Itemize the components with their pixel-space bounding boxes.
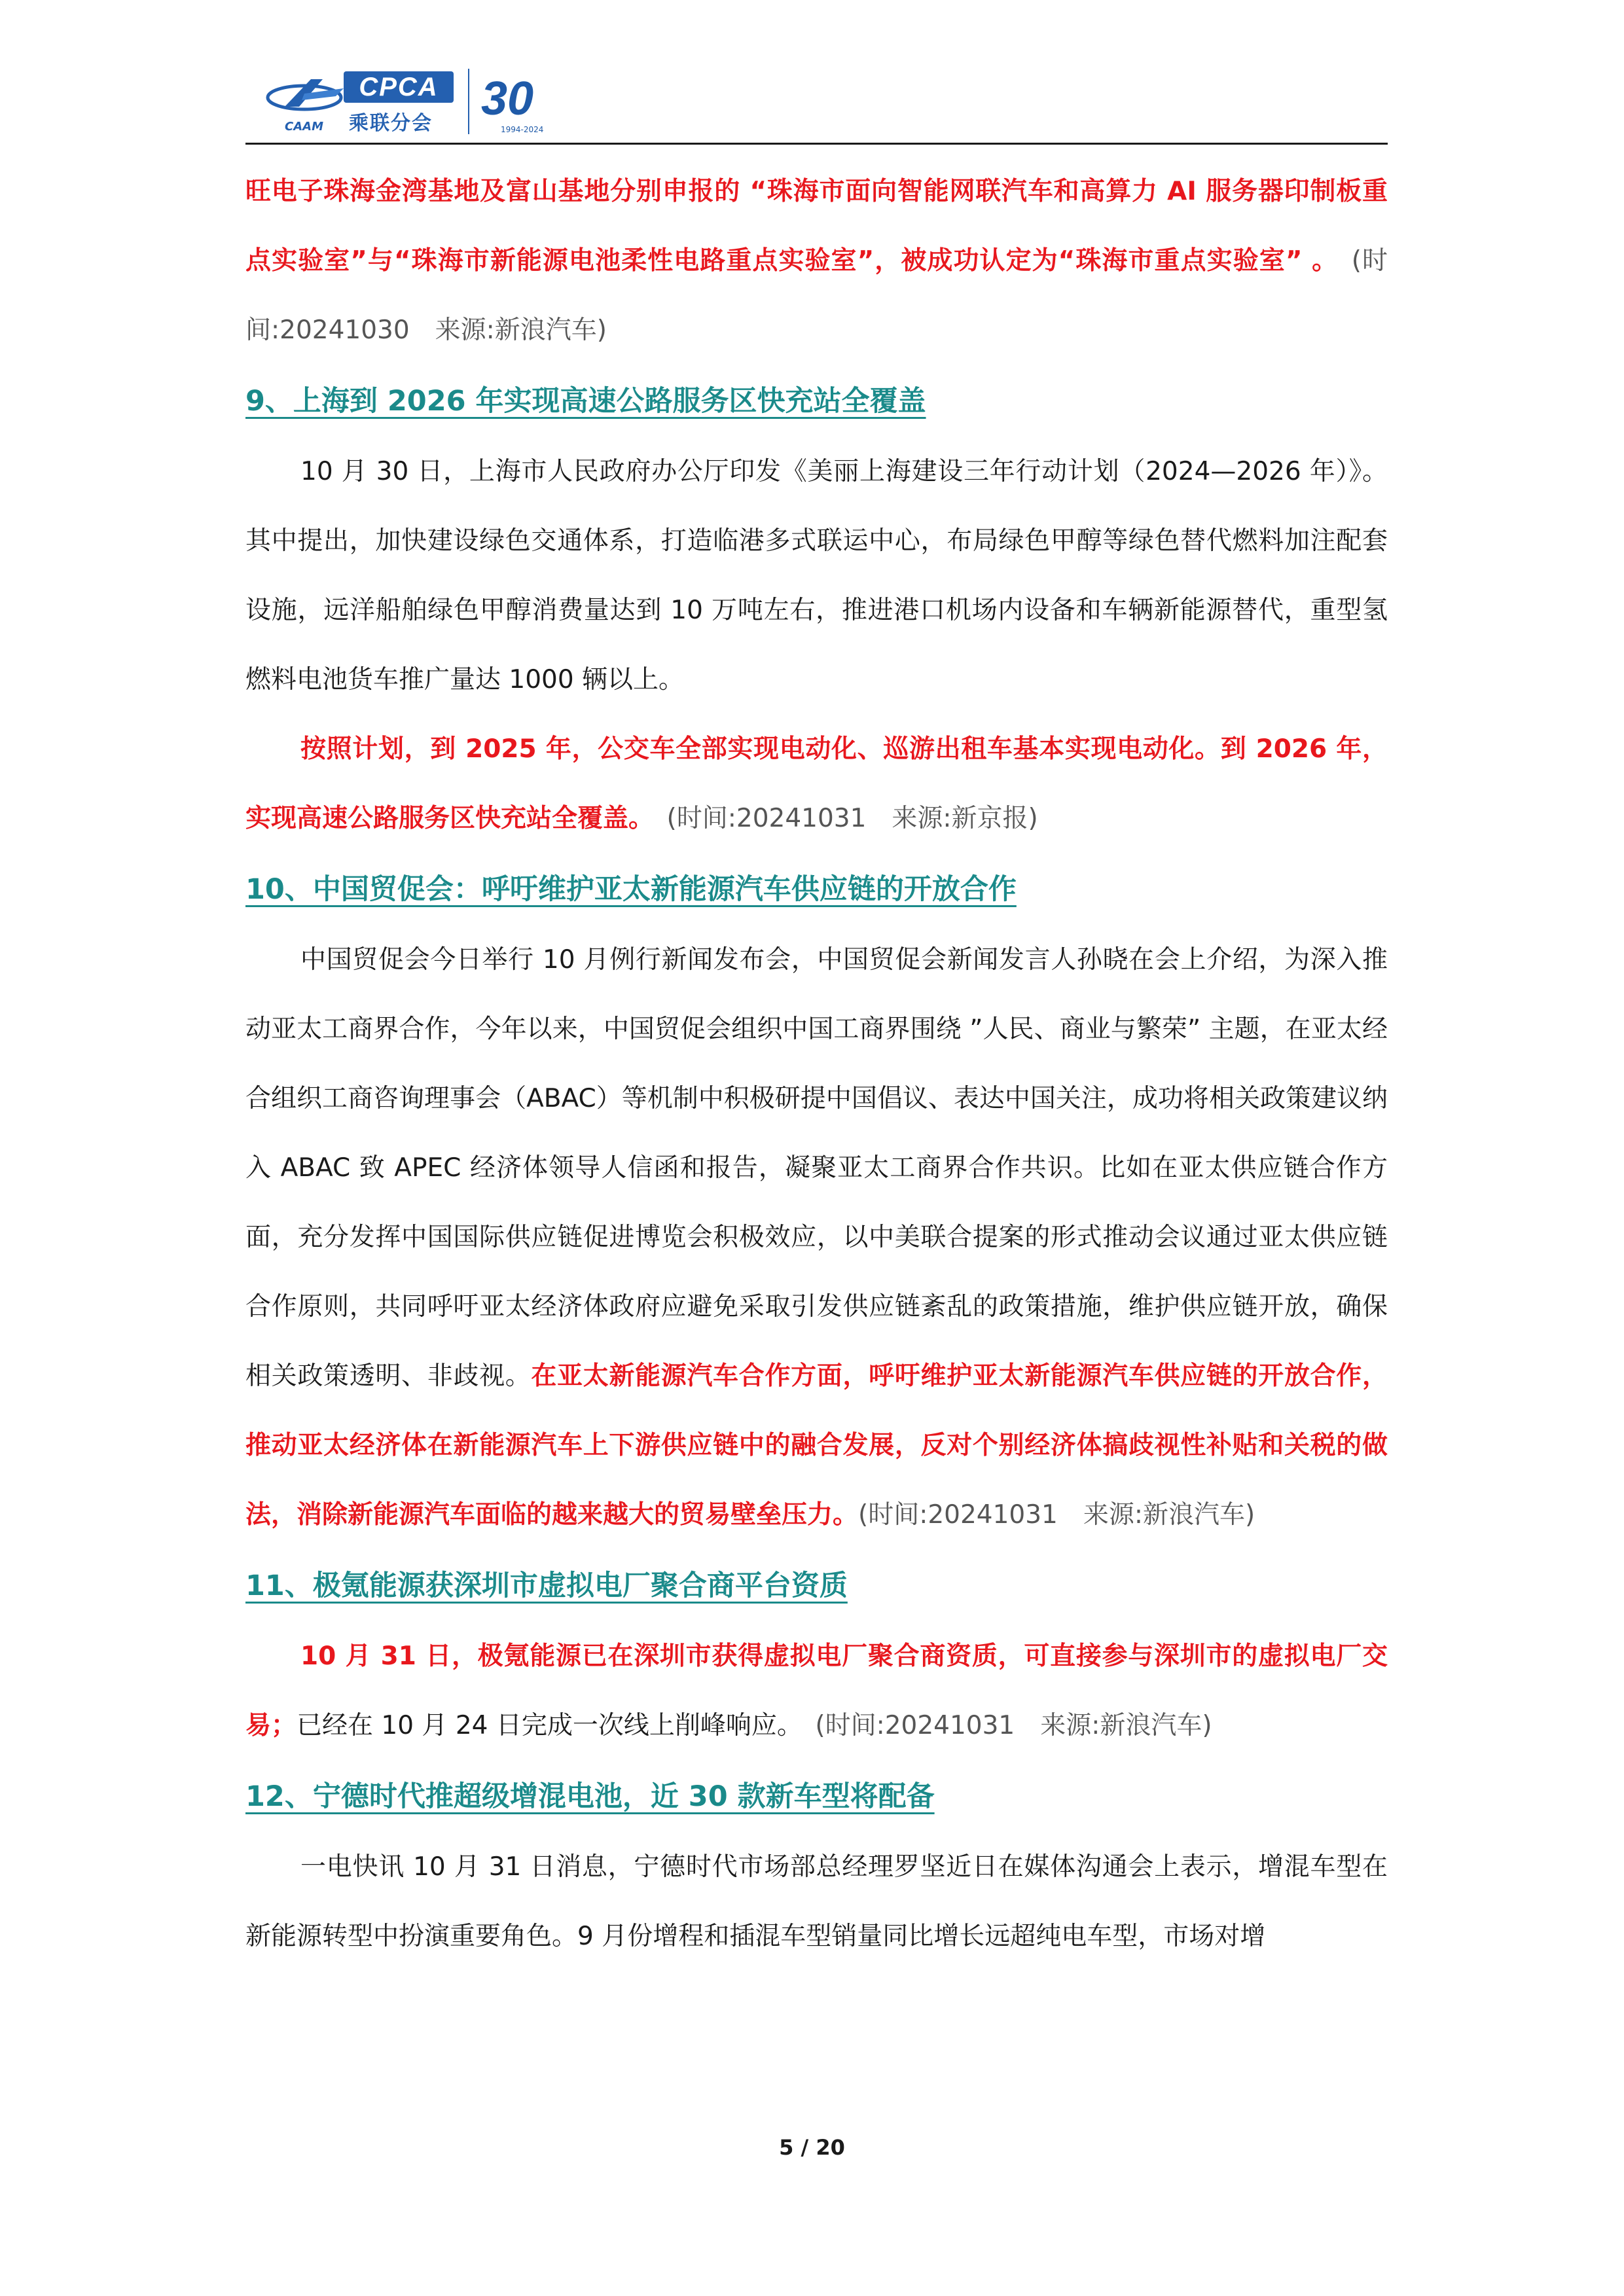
section-9-paragraph-2 [245, 715, 1388, 853]
source-note: (时间:20241031 来源:新京报) [666, 804, 1038, 833]
source-note: (时间:20241030 来源:新浪汽车) [245, 246, 1388, 345]
anniversary-years: 1994-2024 [501, 125, 544, 134]
section-9-paragraph-1: 10 月 30 日，上海市人民政府办公厅印发《美丽上海建设三年行动计划（2024—2026 年）》。其中提出，加快建设绿色交通体系，打造临港多式联运中心，布局绿色甲醇等绿色替代燃料加注配套设施，远洋船舶绿色甲醇消费量达到 10 万吨左右，推进港口机场内设备和车辆新能源替代，重型氢燃料电池货车推广量达 1000 辆以上。 [245, 457, 1388, 694]
section-heading-9: 9、上海到 2026 年实现高速公路服务区快充站全覆盖 [245, 385, 926, 418]
caam-wordmark: CAAM [285, 120, 323, 134]
wing-logo-icon [265, 74, 350, 120]
body-text: 已经在 10 月 24 日完成一次线上削峰响应。 [297, 1711, 790, 1740]
section-10-paragraph-1 [245, 925, 1388, 1550]
anniversary-number: 30 [481, 73, 534, 125]
section-8-continuation [245, 157, 1388, 365]
anniversary-badge [481, 73, 544, 134]
highlight-text: 旺电子珠海金湾基地及富山基地分别申报的 “珠海市面向智能网联汽车和高算力 AI 服务器印制板重点实验室”与“珠海市新能源电池柔性电路重点实验室”，被成功认定为“珠海市重点实验室” 。 [245, 177, 1388, 276]
section-12-paragraph-1: 一电快讯 10 月 31 日消息，宁德时代市场部总经理罗坚近日在媒体沟通会上表示，增混车型在新能源转型中扮演重要角色。9 月份增程和插混车型销量同比增长远超纯电车型，市场对增 [245, 1852, 1388, 1951]
highlight-text: 10 月 31 日，极氪能源已在深圳市获得虚拟电厂聚合商资质，可直接参与深圳市的虚拟电厂交易； [245, 1641, 1388, 1740]
page-number: 5 / 20 [779, 2135, 845, 2160]
highlight-text: 按照计划，到 2025 年，公交车全部实现电动化、巡游出租车基本实现电动化。到 2026 年，实现高速公路服务区快充站全覆盖。 [245, 734, 1388, 833]
page-header [245, 62, 1388, 144]
cpca-chinese-name: 乘联分会 [349, 112, 433, 135]
cpca-logo [265, 69, 544, 135]
section-heading-12: 12、宁德时代推超级增混电池，近 30 款新车型将配备 [245, 1780, 935, 1813]
body-text: 中国贸促会今日举行 10 月例行新闻发布会，中国贸促会新闻发言人孙晓在会上介绍，为深入推动亚太工商界合作，今年以来，中国贸促会组织中国工商界围绕 ”人民、商业与繁荣” 主题，在亚太经合组织工商咨询理事会（ABAC）等机制中积极研提中国倡议、表达中国关注，成功将相关政策建议纳入 ABAC 致 APEC 经济体领导人信函和报告，凝聚亚太工商界合作共识。比如在亚太供应链合作方面，充分发挥中国国际供应链促进博览会积极效应，以中美联合提案的形式推动会议通过亚太供应链合作原则，共同呼吁亚太经济体政府应避免采取引发供应链紊乱的政策措施，维护供应链开放，确保相关政策透明、非歧视。 [245, 945, 1388, 1391]
section-heading-10: 10、中国贸促会：呼吁维护亚太新能源汽车供应链的开放合作 [245, 873, 1017, 906]
cpca-wordmark: CPCA [344, 71, 454, 103]
section-heading-11: 11、极氪能源获深圳市虚拟电厂聚合商平台资质 [245, 1570, 848, 1602]
article-body [245, 157, 1388, 1971]
header-rule [245, 143, 1388, 145]
logo-divider [468, 69, 469, 134]
source-note: (时间:20241031 来源:新浪汽车) [858, 1500, 1255, 1530]
source-note: (时间:20241031 来源:新浪汽车) [815, 1711, 1212, 1740]
section-11-paragraph-1 [245, 1622, 1388, 1761]
highlight-text: 在亚太新能源汽车合作方面，呼吁维护亚太新能源汽车供应链的开放合作，推动亚太经济体在新能源汽车上下游供应链中的融合发展，反对个别经济体搞歧视性补贴和关税的做法，消除新能源汽车面临的越来越大的贸易壁垒压力。 [245, 1361, 1388, 1530]
